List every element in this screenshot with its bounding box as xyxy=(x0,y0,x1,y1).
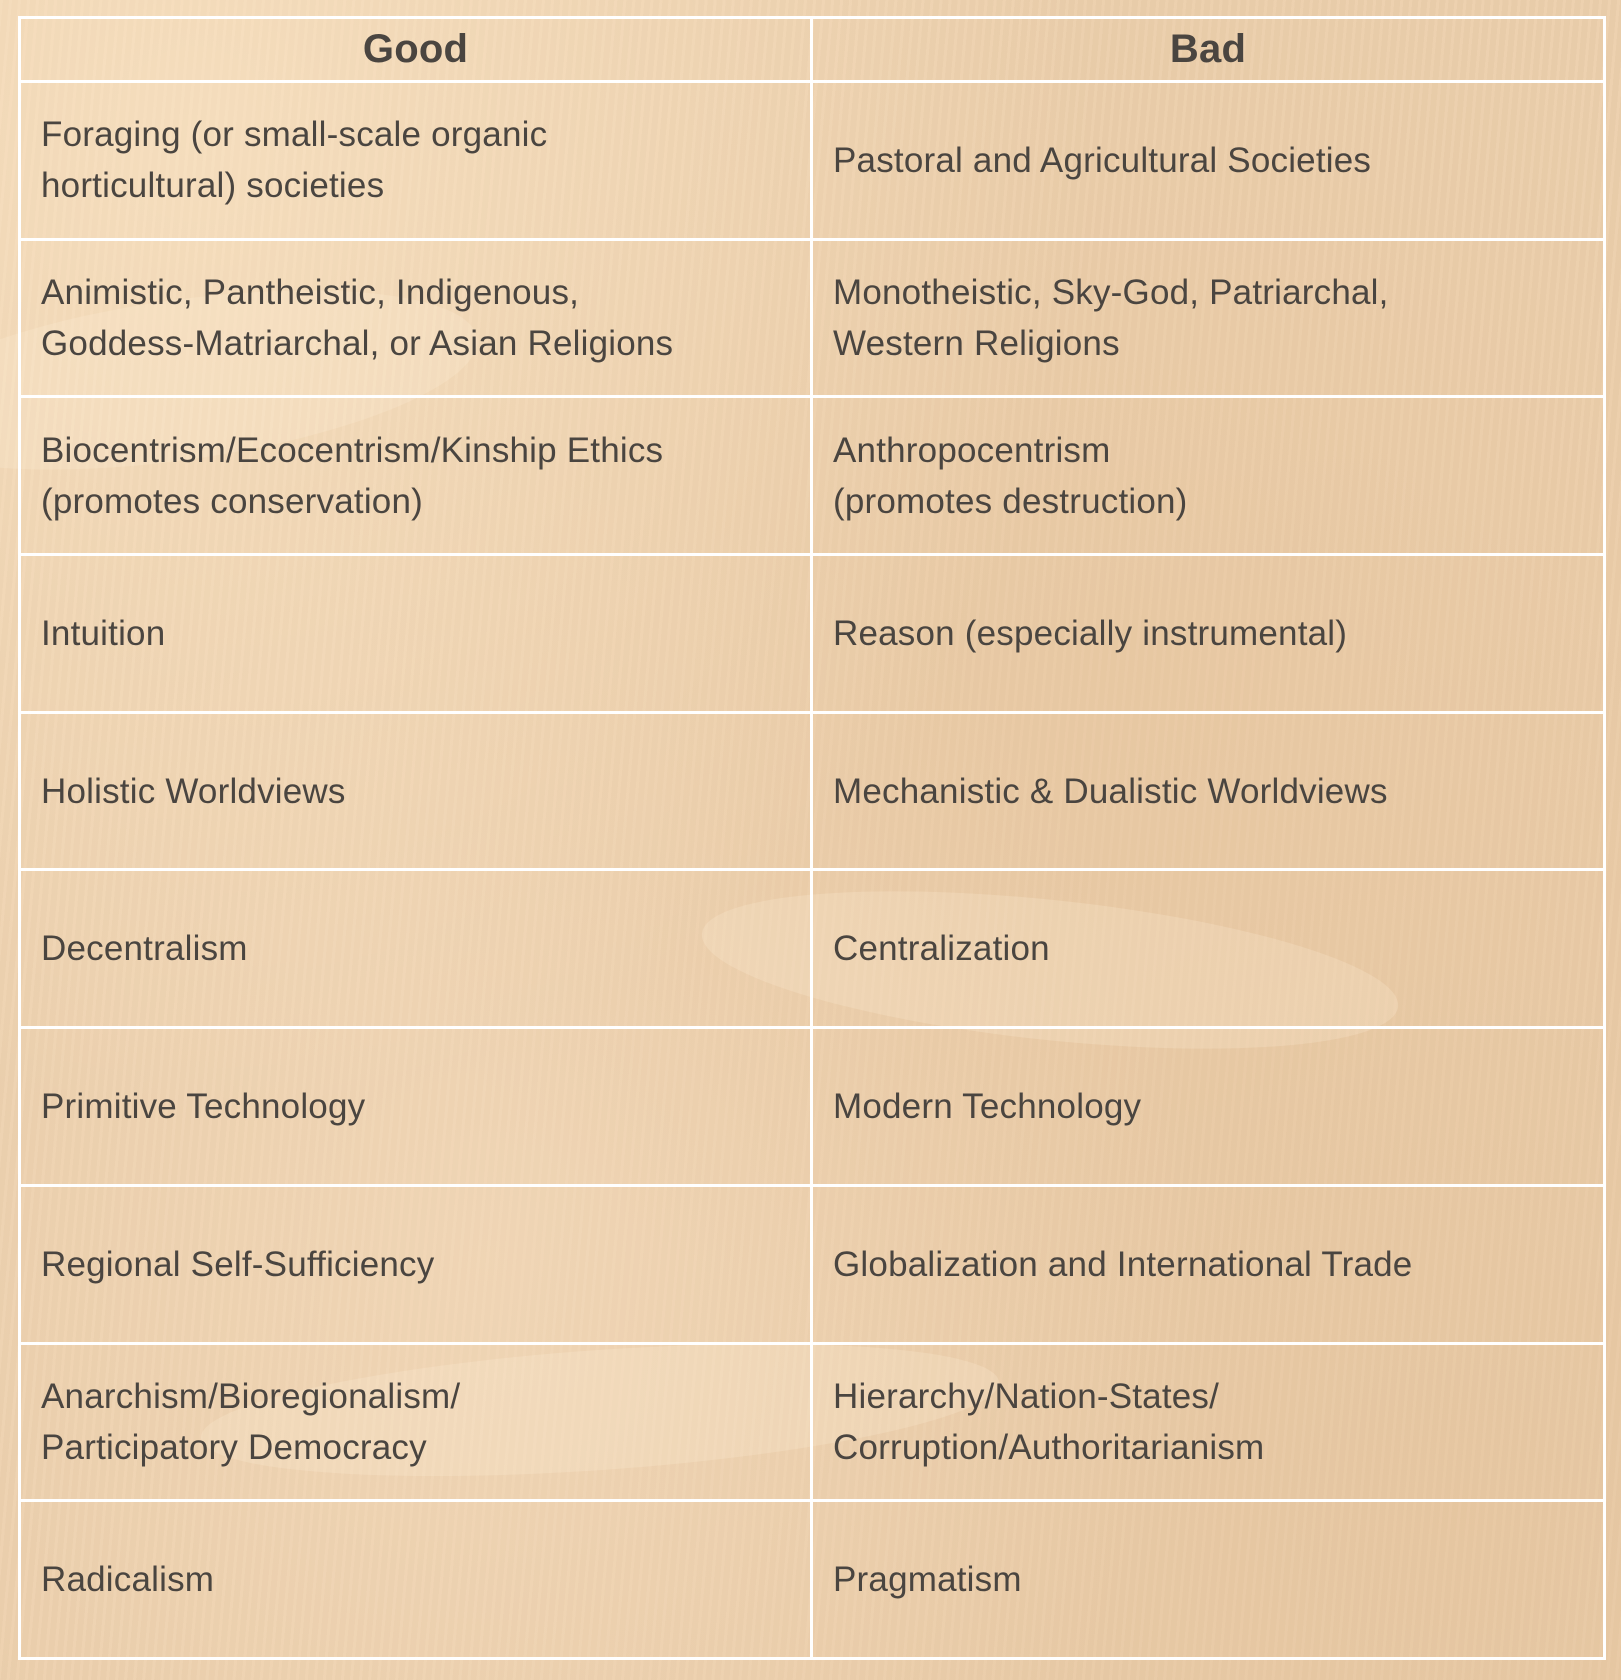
good-cell xyxy=(20,239,812,397)
bad-cell xyxy=(812,1028,1605,1186)
bad-cell xyxy=(812,712,1605,870)
good-cell-text: Biocentrism/Ecocentrism/Kinship Ethics (promotes conservation) xyxy=(41,430,664,521)
header-bad: Bad xyxy=(812,18,1605,82)
table-header-row xyxy=(20,18,1605,82)
bad-cell-text: Globalization and International Trade xyxy=(833,1244,1413,1284)
good-cell-text: Animistic, Pantheistic, Indigenous, Goddess-Matriarchal, or Asian Religions xyxy=(41,273,674,364)
bad-cell-text: Pragmatism xyxy=(833,1560,1022,1600)
good-cell xyxy=(20,555,812,713)
good-cell-text: Radicalism xyxy=(41,1560,215,1600)
good-cell-text: Decentralism xyxy=(41,929,248,969)
bad-cell xyxy=(812,82,1605,240)
bad-cell xyxy=(812,555,1605,713)
table-row xyxy=(20,397,1605,555)
good-cell-text: Foraging (or small-scale organic horticultural) societies xyxy=(41,115,548,206)
good-cell xyxy=(20,397,812,555)
good-cell xyxy=(20,1501,812,1659)
bad-cell xyxy=(812,397,1605,555)
table-row xyxy=(20,1343,1605,1501)
good-cell xyxy=(20,712,812,870)
bad-cell-text: Reason (especially instrumental) xyxy=(833,613,1348,653)
bad-cell-text: Centralization xyxy=(833,929,1050,969)
bad-cell xyxy=(812,1343,1605,1501)
bad-cell-text: Modern Technology xyxy=(833,1086,1142,1126)
good-cell-text: Regional Self-Sufficiency xyxy=(41,1244,435,1284)
table-row xyxy=(20,712,1605,870)
bad-cell xyxy=(812,870,1605,1028)
good-cell xyxy=(20,1343,812,1501)
bad-cell-text: Mechanistic & Dualistic Worldviews xyxy=(833,771,1388,811)
good-cell-text: Intuition xyxy=(41,613,166,653)
bad-cell xyxy=(812,1185,1605,1343)
table-row xyxy=(20,1028,1605,1186)
bad-cell-text: Anthropocentrism (promotes destruction) xyxy=(833,430,1188,521)
table-row xyxy=(20,82,1605,240)
table-row xyxy=(20,555,1605,713)
table-row xyxy=(20,1185,1605,1343)
good-cell-text: Holistic Worldviews xyxy=(41,771,346,811)
bad-cell xyxy=(812,1501,1605,1659)
bad-cell-text: Pastoral and Agricultural Societies xyxy=(833,140,1372,180)
header-good: Good xyxy=(20,18,812,82)
good-cell-text: Anarchism/Bioregionalism/ Participatory Democracy xyxy=(41,1376,461,1467)
table-row xyxy=(20,1501,1605,1659)
bad-cell-text: Monotheistic, Sky-God, Patriarchal, Western Religions xyxy=(833,273,1389,364)
table-row xyxy=(20,239,1605,397)
good-cell-text: Primitive Technology xyxy=(41,1086,366,1126)
good-cell xyxy=(20,82,812,240)
good-cell xyxy=(20,1185,812,1343)
bad-cell xyxy=(812,239,1605,397)
bad-cell-text: Hierarchy/Nation-States/ Corruption/Authoritarianism xyxy=(833,1376,1265,1467)
good-bad-comparison-table xyxy=(18,16,1606,1660)
table-row xyxy=(20,870,1605,1028)
good-cell xyxy=(20,870,812,1028)
good-cell xyxy=(20,1028,812,1186)
